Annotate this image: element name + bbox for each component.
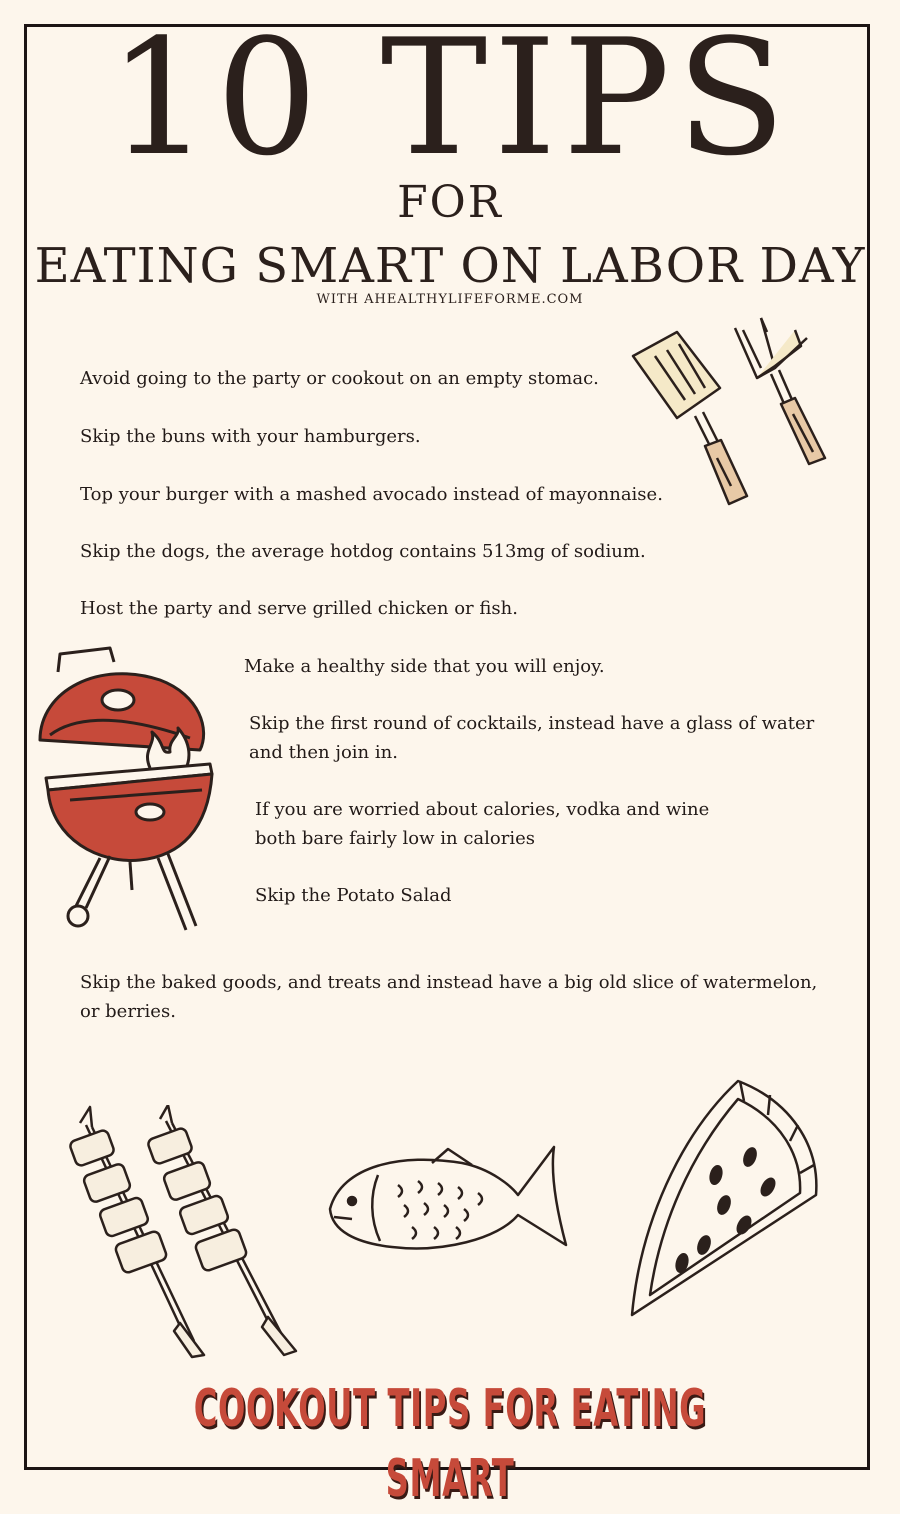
- fish-icon: [322, 1135, 572, 1260]
- tip-10: Skip the baked goods, and treats and instead have a big old slice of watermelon, or berries.: [80, 972, 818, 1022]
- grill-tools-icon: [625, 308, 840, 508]
- tip-9: Skip the Potato Salad: [255, 885, 452, 906]
- kebab-skewers-icon: [62, 1105, 322, 1360]
- tip-6: Make a healthy side that you will enjoy.: [244, 656, 605, 677]
- tip-7: Skip the first round of cocktails, instead have a glass of water and then join in.: [249, 713, 815, 763]
- title-for: FOR: [397, 177, 503, 228]
- footer-banner: COOKOUT TIPS FOR EATING SMART: [193, 1379, 707, 1509]
- tip-3: Top your burger with a mashed avocado instead of mayonnaise.: [80, 484, 663, 505]
- kettle-grill-icon: [30, 640, 230, 940]
- tip-8: If you are worried about calories, vodka and wine both bare fairly low in calories: [255, 799, 710, 849]
- main-title: 10 TIPS: [108, 4, 792, 191]
- tip-4: Skip the dogs, the average hotdog contains 513mg of sodium.: [80, 541, 646, 562]
- tip-2: Skip the buns with your hamburgers.: [80, 426, 421, 447]
- tip-1: Avoid going to the party or cookout on an empty stomac.: [80, 368, 599, 389]
- credit-line: WITH AHEALTHYLIFEFORME.COM: [316, 292, 584, 307]
- subtitle: EATING SMART ON LABOR DAY: [34, 238, 866, 294]
- watermelon-slice-icon: [620, 1075, 825, 1325]
- tip-5: Host the party and serve grilled chicken or fish.: [80, 598, 518, 619]
